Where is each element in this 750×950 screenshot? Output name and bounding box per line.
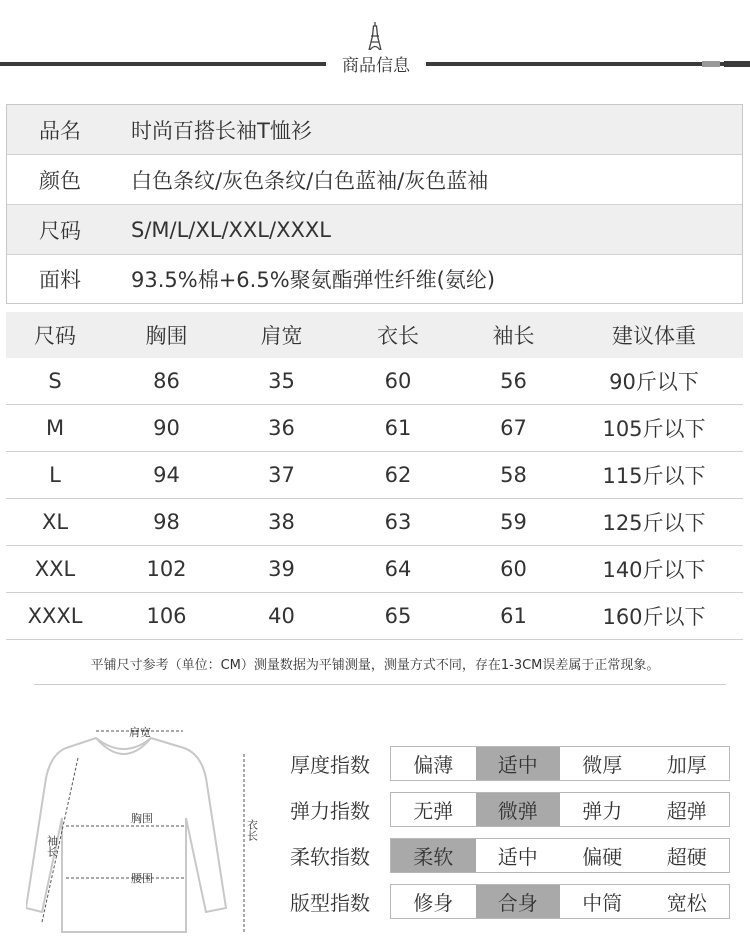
size-table-body xyxy=(6,358,743,640)
size-cell: 115斤以下 xyxy=(602,464,706,488)
index-option: 超硬 xyxy=(666,845,707,869)
label-length: 衣长 xyxy=(245,819,259,841)
size-cell: 98 xyxy=(153,510,180,534)
info-key: 颜色 xyxy=(39,168,81,193)
size-row xyxy=(6,405,743,452)
index-option: 偏薄 xyxy=(413,753,454,777)
index-option-selected: 微弹 xyxy=(476,793,561,826)
index-row xyxy=(290,745,730,782)
garment-measurement-diagram xyxy=(26,718,270,940)
section-divider xyxy=(34,684,726,685)
index-option: 适中 xyxy=(497,845,538,869)
size-cell: XXXL xyxy=(27,604,83,628)
index-row xyxy=(290,837,730,874)
index-option: 超弹 xyxy=(666,799,707,823)
size-cell: 61 xyxy=(500,604,527,628)
size-cell: 35 xyxy=(268,369,295,393)
size-cell: 106 xyxy=(146,604,187,628)
label-sleeve: 袖长 xyxy=(45,835,59,857)
index-scale xyxy=(390,884,730,919)
size-row xyxy=(6,358,743,405)
index-option: 宽松 xyxy=(666,891,707,915)
size-cell: 40 xyxy=(268,604,295,628)
index-row xyxy=(290,791,730,828)
index-scale xyxy=(390,838,730,873)
header-rule-left xyxy=(0,62,326,66)
size-cell: 60 xyxy=(500,557,527,581)
size-header-cell: 衣长 xyxy=(377,324,419,348)
size-header-cell: 胸围 xyxy=(145,324,188,348)
size-cell: 105斤以下 xyxy=(602,417,706,441)
index-option: 偏硬 xyxy=(582,845,623,869)
info-key: 品名 xyxy=(39,118,81,143)
label-chest: 胸围 xyxy=(131,812,153,825)
size-cell: 90 xyxy=(153,416,180,440)
size-cell: 64 xyxy=(384,557,412,581)
info-value: 白色条纹/灰色条纹/白色蓝袖/灰色蓝袖 xyxy=(131,168,489,193)
size-cell: 65 xyxy=(384,604,412,628)
header-accent xyxy=(702,61,720,67)
size-cell: 39 xyxy=(268,557,295,581)
label-shoulder: 肩宽 xyxy=(129,726,151,739)
index-scale xyxy=(390,792,730,827)
size-header-cell: 建议体重 xyxy=(612,324,696,348)
index-label: 柔软指数 xyxy=(290,845,370,869)
size-cell: 63 xyxy=(384,510,412,534)
size-cell: 140斤以下 xyxy=(602,558,706,582)
index-option: 无弹 xyxy=(413,799,454,823)
size-cell: 36 xyxy=(268,416,295,440)
info-row xyxy=(7,205,742,255)
size-header-cell: 肩宽 xyxy=(260,324,303,348)
size-cell: L xyxy=(49,463,61,487)
size-cell: 37 xyxy=(268,463,295,487)
section-title: 商品信息 xyxy=(342,56,410,76)
size-cell: 86 xyxy=(153,369,180,393)
index-option: 修身 xyxy=(413,891,454,915)
size-cell: M xyxy=(45,416,65,440)
index-option: 弹力 xyxy=(582,799,623,823)
index-option: 微厚 xyxy=(582,753,623,777)
header-rule-right xyxy=(426,62,750,66)
section-header xyxy=(0,0,750,90)
index-option-selected: 适中 xyxy=(476,747,561,780)
index-row xyxy=(290,883,730,920)
index-option-selected: 合身 xyxy=(476,885,561,918)
index-scale xyxy=(390,746,730,781)
index-option: 加厚 xyxy=(666,753,707,777)
size-row xyxy=(6,452,743,499)
info-row xyxy=(7,105,742,155)
size-row xyxy=(6,499,743,546)
size-cell: 125斤以下 xyxy=(602,511,706,535)
size-cell: 61 xyxy=(384,416,412,440)
size-row xyxy=(6,546,743,593)
size-cell: 56 xyxy=(500,369,527,393)
size-cell: 67 xyxy=(500,416,527,440)
info-value: S/M/L/XL/XXL/XXXL xyxy=(131,217,331,242)
index-label: 厚度指数 xyxy=(290,753,370,777)
size-cell: XXL xyxy=(34,557,76,581)
info-key: 面料 xyxy=(39,268,81,292)
fabric-index-panel xyxy=(290,745,730,929)
size-cell: 60 xyxy=(384,369,412,393)
size-cell: 160斤以下 xyxy=(602,605,706,629)
info-value: 93.5%棉+6.5%聚氨酯弹性纤维(氨纶) xyxy=(131,268,496,292)
index-label: 弹力指数 xyxy=(290,799,370,823)
header-accent xyxy=(724,61,750,67)
index-option: 中筒 xyxy=(582,891,623,915)
size-note: 平铺尺寸参考（单位：CM）测量数据为平铺测量，测量方式不同，存在1-3CM误差属于正常现象。 xyxy=(90,658,660,673)
size-cell: XL xyxy=(41,510,69,534)
size-cell: 38 xyxy=(268,510,295,534)
index-option-selected: 柔软 xyxy=(391,839,476,872)
size-table-header xyxy=(6,312,743,358)
size-table xyxy=(6,312,743,640)
index-label: 版型指数 xyxy=(290,891,370,915)
product-info-table xyxy=(6,104,743,304)
size-cell: 62 xyxy=(384,463,412,487)
size-cell: 58 xyxy=(500,463,527,487)
size-cell: 102 xyxy=(146,557,187,581)
size-cell: 94 xyxy=(153,463,180,487)
info-row xyxy=(7,255,742,303)
info-row xyxy=(7,155,742,205)
size-header-cell: 尺码 xyxy=(34,324,76,348)
info-key: 尺码 xyxy=(39,218,81,243)
label-waist: 腰围 xyxy=(131,872,153,885)
info-value: 时尚百搭长袖T恤衫 xyxy=(131,118,312,143)
size-cell: 59 xyxy=(500,510,527,534)
size-cell: 90斤以下 xyxy=(609,370,699,394)
eiffel-tower-icon xyxy=(362,22,388,50)
size-header-cell: 袖长 xyxy=(492,324,535,348)
size-row xyxy=(6,593,743,640)
size-cell: S xyxy=(48,369,62,393)
